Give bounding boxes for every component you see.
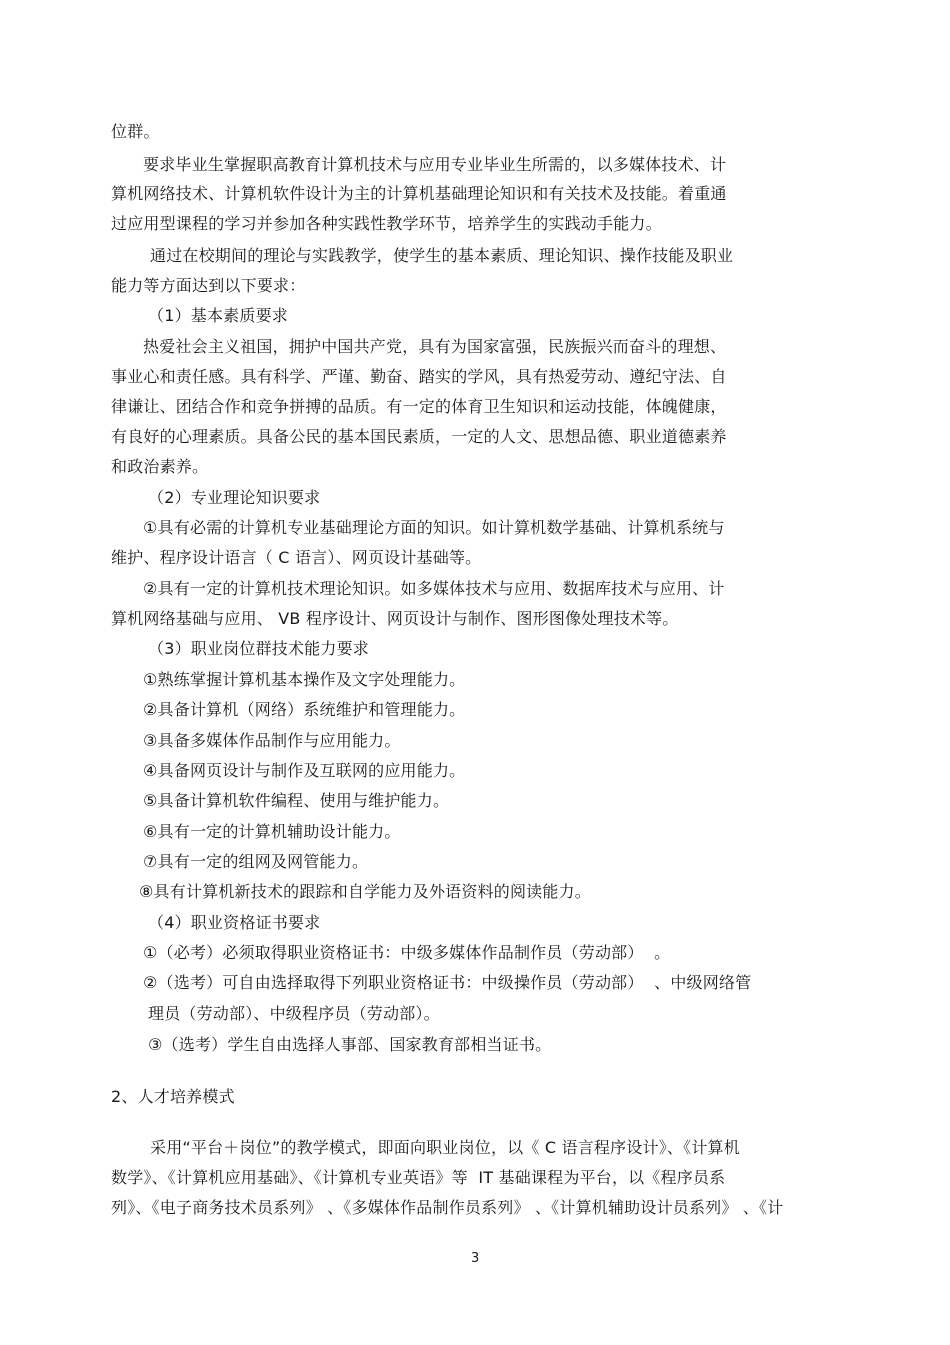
section-heading: （4）职业资格证书要求 (148, 913, 321, 932)
text-line: 理员（劳动部）、中级程序员（劳动部）。 (148, 1004, 440, 1023)
text-line: 能力等方面达到以下要求： (111, 276, 306, 295)
text-line: 位群。 (111, 122, 160, 141)
list-item: ③具备多媒体作品制作与应用能力。 (143, 731, 401, 750)
list-item: ②具备计算机（网络）系统维护和管理能力。 (143, 700, 466, 719)
text-line: ②具有一定的计算机技术理论知识。如多媒体技术与应用、数据库技术与应用、计 (143, 579, 725, 598)
text-line: 过应用型课程的学习并参加各种实践性教学环节，培养学生的实践动手能力。 (111, 214, 662, 233)
chapter-heading: 2、人才培养模式 (111, 1087, 235, 1106)
text-line: 列》、《电子商务技术员系列》 、《多媒体作品制作员系列》 、《计算机辅助设计员系列》 、《计 (111, 1198, 784, 1217)
list-item: ⑤具备计算机软件编程、使用与维护能力。 (143, 791, 450, 810)
list-item: ③（选考）学生自由选择人事部、国家教育部相当证书。 (148, 1035, 552, 1054)
text-line: 和政治素养。 (111, 457, 209, 476)
list-item: ④具备网页设计与制作及互联网的应用能力。 (143, 761, 466, 780)
text-line: 要求毕业生掌握职高教育计算机技术与应用专业毕业生所需的，以多媒体技术、计 (143, 155, 727, 174)
text-line: 采用“平台＋岗位”的教学模式，即面向职业岗位，以《 C 语言程序设计》、《计算机 (150, 1138, 740, 1157)
list-item: ⑦具有一定的组网及网管能力。 (143, 852, 369, 871)
section-heading: （1）基本素质要求 (148, 306, 288, 325)
list-item: ②（选考）可自由选择取得下列职业资格证书：中级操作员（劳动部） 、中级网络管 (143, 973, 752, 992)
text-line: 数学》、《计算机应用基础》、《计算机专业英语》等 IT 基础课程为平台，以《程序员系 (111, 1168, 726, 1187)
section-heading: （2）专业理论知识要求 (148, 488, 321, 507)
text-line: 有良好的心理素质。具备公民的基本国民素质，一定的人文、思想品德、职业道德素养 (111, 427, 727, 446)
list-item: ①熟练掌握计算机基本操作及文字处理能力。 (143, 670, 466, 689)
section-heading: （3）职业岗位群技术能力要求 (148, 639, 369, 658)
text-line: 通过在校期间的理论与实践教学，使学生的基本素质、理论知识、操作技能及职业 (150, 246, 734, 265)
list-item: ①（必考）必须取得职业资格证书：中级多媒体作品制作员（劳动部） 。 (143, 943, 671, 962)
text-line: 算机网络基础与应用、 VB 程序设计、网页设计与制作、图形图像处理技术等。 (111, 609, 679, 628)
text-line: ①具有必需的计算机专业基础理论方面的知识。如计算机数学基础、计算机系统与 (143, 518, 725, 537)
text-line: 律谦让、团结合作和竞争拼搏的品质。有一定的体育卫生知识和运动技能，体魄健康， (111, 397, 727, 416)
list-item: ⑧具有计算机新技术的跟踪和自学能力及外语资料的阅读能力。 (139, 882, 591, 901)
text-line: 算机网络技术、计算机软件设计为主的计算机基础理论知识和有关技术及技能。着重通 (111, 184, 727, 203)
text-line: 事业心和责任感。具有科学、严谨、勤奋、踏实的学风，具有热爱劳动、遵纪守法、自 (111, 367, 727, 386)
text-line: 维护、程序设计语言（ C 语言）、网页设计基础等。 (111, 548, 482, 567)
text-line: 热爱社会主义祖国，拥护中国共产党，具有为国家富强，民族振兴而奋斗的理想、 (143, 337, 727, 356)
list-item: ⑥具有一定的计算机辅助设计能力。 (143, 822, 401, 841)
page-number: 3 (471, 1251, 480, 1266)
